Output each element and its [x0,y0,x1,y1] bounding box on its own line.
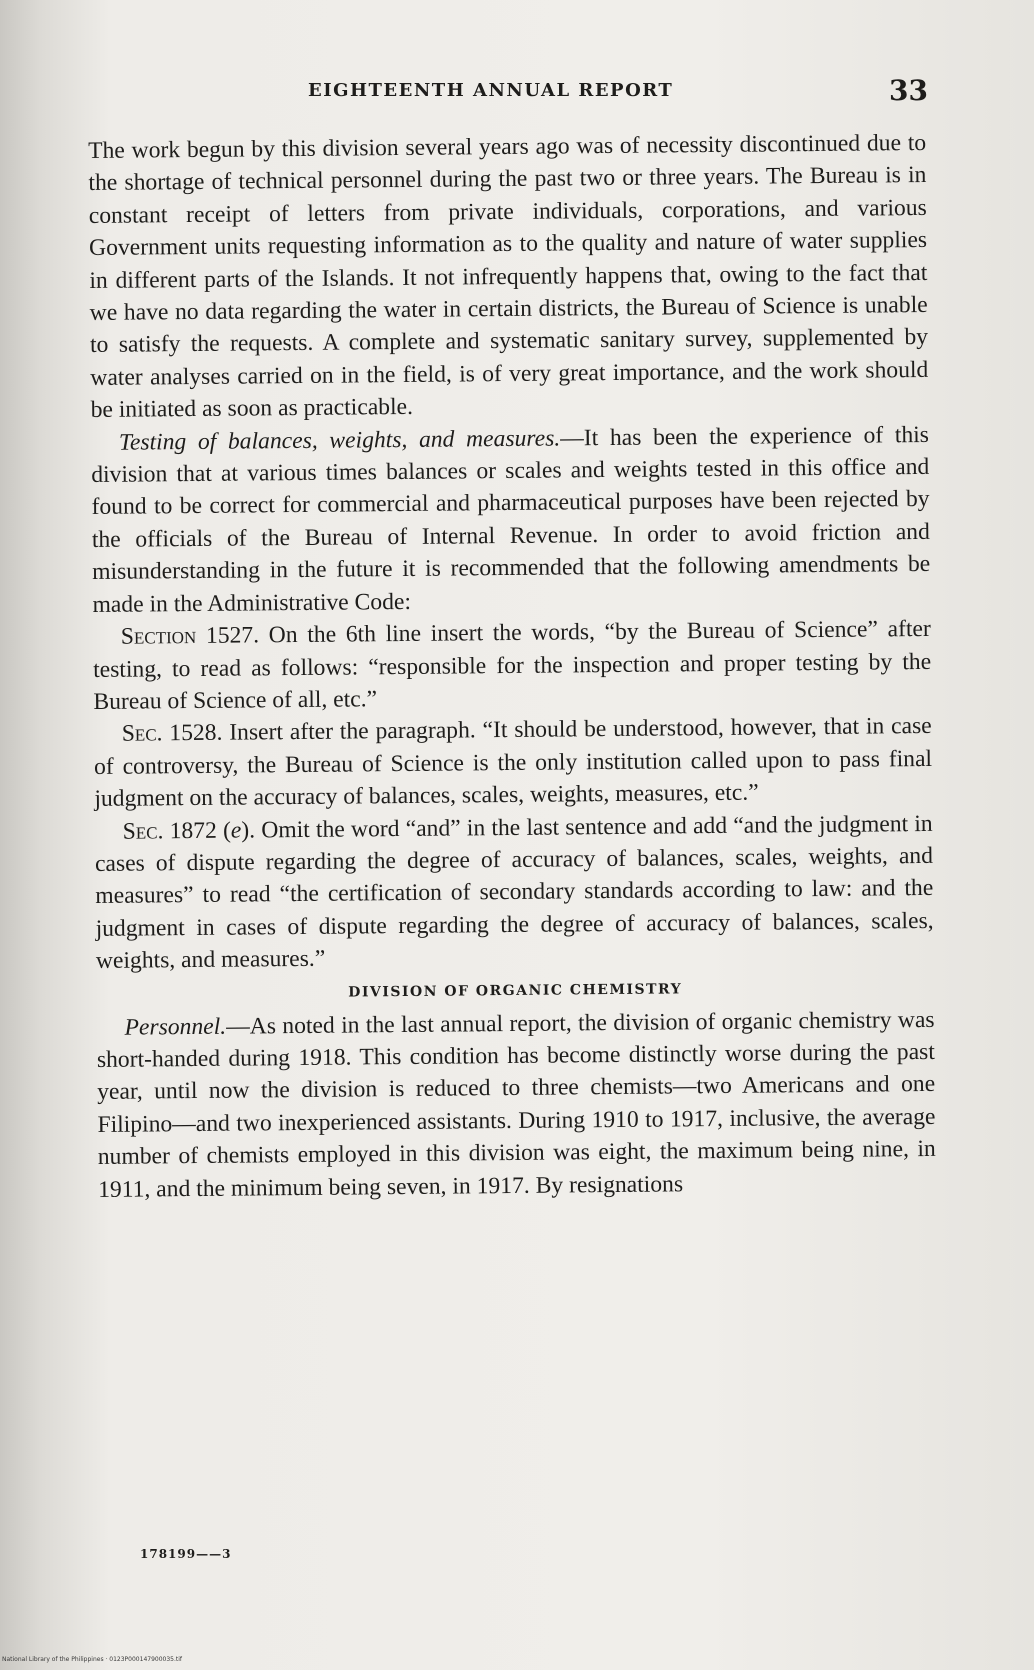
paragraph-section-1528 [94,710,933,815]
run-in-heading-personnel: Personnel. [124,1013,227,1041]
paragraph-water-survey: The work begun by this division several years ago was of necessity discontinued due to the shortage of technical personnel during the past two or three years. The Bureau is in constant receipt of letters from private individuals, corporations, and various Government units requesting information as to the quality and nature of water supplies in different parts of the Islands. It not infrequently happens that, owing to the fact that we have no data regarding the water in certain districts, the Bureau of Science is unable to satisfy the requests. A complete and systematic sanitary survey, supplemented by water analyses carried on in the field, is of very great importance, and the work should be initiated as soon as practicable. [88,129,929,424]
paragraph-personnel-text: —As noted in the last annual report, the division of organic chemistry was short-handed during 1918. This condition has become distinctly worse during the past year, until now the division is reduced to three chemists—two Americans and one Filipino—and two inexperienced assistants. During 1910 to 1917, inclusive, the average number of chemists employed in this division was eight, the maximum being nine, in 1911, and the minimum being seven, in 1917. By resignations [96,1006,936,1203]
section-heading-organic-chemistry: DIVISION OF ORGANIC CHEMISTRY [348,980,683,1001]
section-1872-letter: e [230,817,242,844]
scan-footer-note: National Library of the Philippines · 0123P000147900035.tif [2,1656,183,1663]
section-1527-text: 1527. On the 6th line insert the words, “by the Bureau of Science” after testing, to read as follows: “responsible for the inspection and proper testing by the Bureau of Science of all, etc.” [93,616,932,715]
paragraph-section-1872 [95,807,935,977]
run-in-heading-testing: Testing of balances, weights, and measures. [118,425,561,456]
page-header [88,74,928,118]
running-title: EIGHTEENTH ANNUAL REPORT [308,80,674,101]
section-1872-text: ). Omit the word “and” in the last sentence and add “and the judgment in cases of dispute regarding the degree of accuracy of balances, scales, weights, and measures” to read “the certification of secondary standards according to law: and the judgment in cases of dispute regarding the degree of accuracy of balances, scales, weights, and measures.” [94,810,934,975]
paragraph-personnel [96,1003,936,1205]
body-text [88,127,936,1206]
paragraph-section-1527 [93,613,932,718]
page-number: 33 [889,74,928,107]
section-label-1528: Sec. [121,720,163,748]
printer-signature-mark: 178199——3 [140,1547,232,1561]
section-1872-number: 1872 ( [163,817,231,844]
section-label-1872: Sec. [122,817,164,845]
paragraph-testing-text: —It has been the experience of this division that at various times balances or scales and weights tested in this office and found to be correct for commercial and pharmaceutical purposes have been rejected by the officials of the Bureau of Internal Revenue. In order to avoid friction and misunderstanding in the future it is recommended that the following amendments be made in the Administrative Code: [91,421,931,618]
section-label-1527: Section [120,623,197,650]
section-1528-text: 1528. Insert after the paragraph. “It should be understood, however, that in case of controversy, the Bureau of Science is the only institution called upon to pass final judgment on the accuracy of balances, scales, weights, measures, etc.” [93,713,933,813]
paragraph-testing-balances [91,419,931,621]
